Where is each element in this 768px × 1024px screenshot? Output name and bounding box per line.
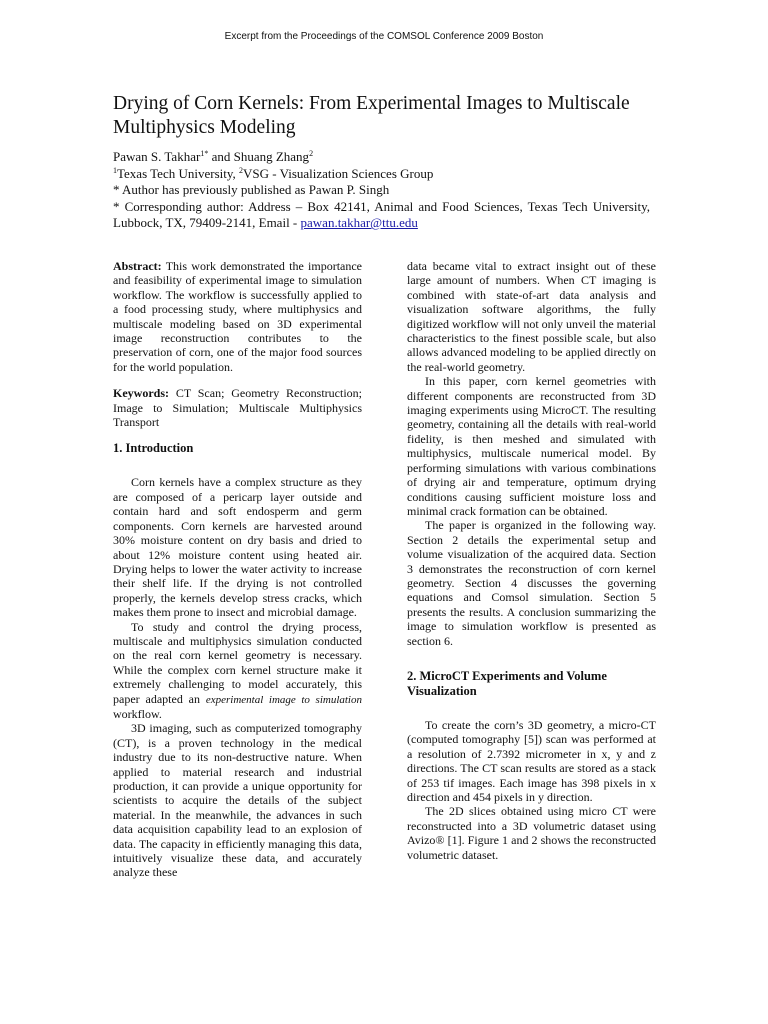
author-name: Shuang Zhang bbox=[233, 149, 310, 164]
paragraph: The 2D slices obtained using micro CT were reconstructed into a 3D volumetric dataset using Avizo® [1]. Figure 1 and 2 shows the reconstructed volumetric dataset. bbox=[407, 804, 656, 862]
paper-title: Drying of Corn Kernels: From Experimental Images to Multiscale Multiphysics Modeling bbox=[113, 93, 630, 138]
running-head: Excerpt from the Proceedings of the COMSOL Conference 2009 Boston bbox=[224, 31, 544, 42]
section-heading-introduction: 1. Introduction bbox=[113, 441, 194, 456]
author-name: Pawan S. Takhar bbox=[113, 149, 201, 164]
keywords bbox=[113, 386, 362, 429]
affiliation-mark: 2 bbox=[239, 165, 244, 175]
corresponding-author-note bbox=[113, 199, 650, 232]
section-heading-microct: 2. MicroCT Experiments and Volume Visualization bbox=[407, 668, 607, 698]
paragraph-text: workflow. bbox=[113, 706, 162, 721]
affiliation: VSG - Visualization Sciences Group bbox=[243, 165, 434, 181]
paragraph: 3D imaging, such as computerized tomography (CT), is a proven technology in the medical industry due to its non-destructive nature. When applied to material research and industrial production, it can provide a unique opportunity for scientists to acquire the details of the subject material. In the meanwhile, the advances in such data acquisition capability lead to an explosion of data. The capacity in efficiently managing this data, intuitively visualize these data, and accurately analyze these bbox=[113, 721, 362, 880]
emphasis-text: experimental image to simulation bbox=[205, 693, 362, 706]
left-column bbox=[113, 259, 362, 880]
keywords-label: Keywords: bbox=[113, 386, 169, 401]
affiliation: Texas Tech University, bbox=[117, 165, 240, 181]
keywords-text: CT Scan; Geometry Reconstruction; Image to Simulation; Multiscale Multiphysics Transport bbox=[113, 386, 362, 430]
right-column bbox=[407, 259, 656, 862]
paragraph: data became vital to extract insight out of these large amount of numbers. When CT imaging is combined with state-of-art data analysis and visualization software algorithms, the fully digitized workflow will not only unveil the material characteristics to the finest possible scale, but also allows advanced modeling to be applied directly on the real-world geometry. bbox=[407, 259, 656, 374]
author-line bbox=[113, 149, 650, 166]
corresponding-address: * Corresponding author: Address – Box 42141, Animal and Food Sciences, Texas Tech University, Lubbock, TX, 79409-2141, Email - bbox=[113, 198, 650, 230]
paragraph-text: To study and control the drying process, multiscale and multiphysics simulation conducted on the real corn kernel geometry is necessary. While the complex corn kernel structure make it extremely challenging to model accurately, this paper adapted an bbox=[113, 619, 362, 706]
paragraph bbox=[113, 620, 362, 722]
affiliation-mark: 1 bbox=[113, 165, 117, 175]
affiliation-line bbox=[113, 166, 650, 183]
paragraph: The paper is organized in the following way. Section 2 details the experimental setup and volume visualization of the acquired data. Section 3 demonstrates the reconstruction of corn kernel geometry. Section 4 discusses the governing equations and Comsol simulation. Section 5 presents the results. A conclusion summarizing the image to simulation workflow is presented as section 6. bbox=[407, 518, 656, 648]
abstract-label: Abstract: bbox=[113, 259, 162, 273]
paragraph: Corn kernels have a complex structure as they are composed of a pericarp layer outside and contain hard and soft endosperm and germ components. Corn kernels are harvested around 30% moisture content on dry basis and dried to about 12% moisture content using heated air. Drying helps to lower the water activity to increase their shelf life. If the drying is not controlled properly, the kernels develop stress cracks, which makes them prone to insect and microbial damage. bbox=[113, 475, 362, 620]
abstract-text: This work demonstrated the importance and feasibility of experimental image to simulation workflow. The workflow is successfully applied to a food processing study, where multiphysics and multiscale modeling based on 3D experimental image reconstruction contributes to the preservation of corn, one of the major food sources for the world population. bbox=[113, 259, 362, 374]
email-link[interactable]: pawan.takhar@ttu.edu bbox=[300, 215, 418, 230]
author-affiliation-mark: 2 bbox=[309, 149, 314, 158]
author-block bbox=[113, 149, 650, 232]
author-conjunction: and bbox=[208, 149, 234, 164]
paragraph: To create the corn’s 3D geometry, a micro-CT (computed tomography [5]) scan was performed at a resolution of 2.7392 micrometer in x, y and z directions. The CT scan results are stored as a stack of 253 tif images. Each image has 398 pixels in x direction and 454 pixels in y direction. bbox=[407, 717, 656, 804]
author-affiliation-mark: 1* bbox=[200, 149, 209, 158]
abstract bbox=[113, 259, 362, 374]
author-note: * Author has previously published as Pawan P. Singh bbox=[113, 182, 390, 197]
paragraph: In this paper, corn kernel geometries with different components are reconstructed from 3D imaging experiments using MicroCT. The resulting geometry, containing all the details with real-world fidelity, is then meshed and simulated with multiphysics, multiscale numerical model. By performing simulations with various combinations of drying air and temperature, optimum drying conditions causing sufficient moisture loss and minimal crack formation can be obtained. bbox=[407, 374, 656, 518]
